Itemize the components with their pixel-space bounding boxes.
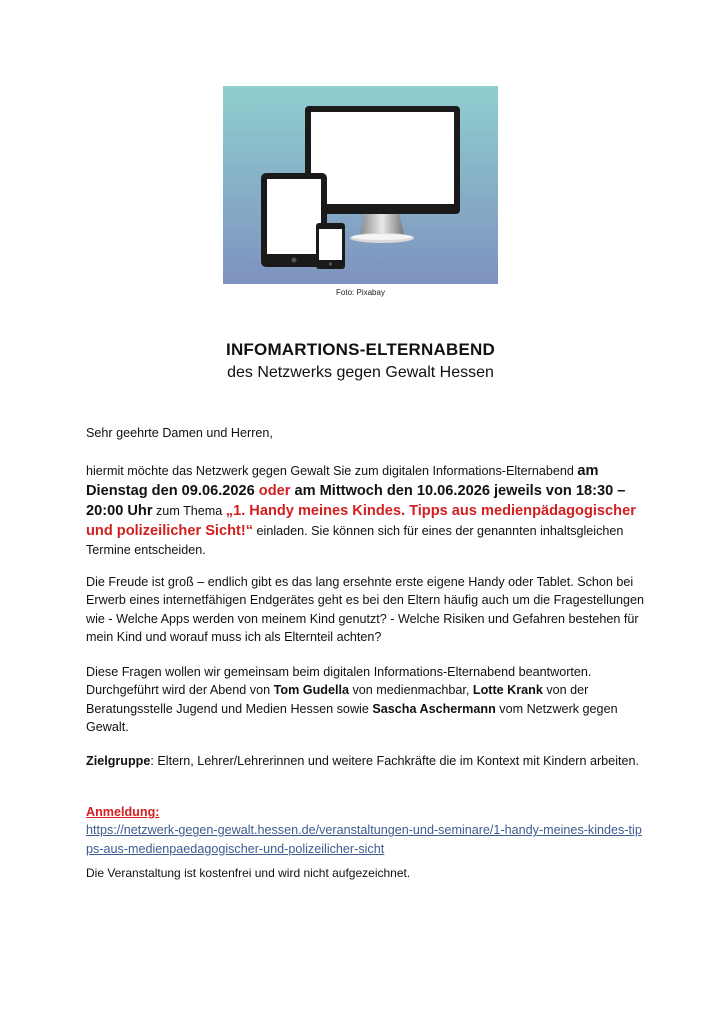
paragraph-3-part-2: von medienmachbar, (348, 683, 473, 698)
invite-or: oder (258, 483, 291, 499)
invite-date-1: am Dienstag den 09.06.2026 (86, 463, 599, 499)
registration (86, 803, 646, 858)
target-group-label: Zielgruppe (86, 754, 151, 768)
target-group-text: : Eltern, Lehrer/Lehrerinnen und weitere Fachkräfte die im Kontext mit Kindern arbeiten. (150, 754, 639, 768)
speaker-2: Lotte Krank (472, 683, 543, 698)
registration-link[interactable]: https://netzwerk-gegen-gewalt.hessen.de/veranstaltungen-und-seminare/1-handy-meines-kindes-tipps-aus-medienpaedagogischer-und-polizeilicher-sicht (86, 823, 642, 856)
target-group (86, 752, 646, 770)
speaker-1: Tom Gudella (273, 683, 349, 698)
page-title: INFOMARTIONS-ELTERNABEND (226, 340, 495, 359)
devices-icon (223, 86, 498, 284)
paragraph-3-part-1: Diese Fragen wollen wir gemeinsam beim digitalen Informations-Elternabend beantworten. Durchgeführt wird der Abend von (86, 665, 592, 698)
photo-caption: Foto: Pixabay (336, 288, 385, 297)
paragraph-2 (86, 573, 646, 647)
letter-body (86, 424, 646, 442)
invite-theme: „1. Handy meines Kindes. Tipps aus medienpädagogischer und polizeilicher Sicht!“ (86, 503, 636, 539)
invitation-paragraph (86, 461, 646, 559)
salutation: Sehr geehrte Damen und Herren, (86, 426, 273, 440)
invite-date-2: am Mittwoch den 10.06.2026 jeweils von 18:30 – 20:00 Uhr (86, 483, 626, 519)
paragraph-3 (86, 663, 646, 737)
invite-outro: einladen. Sie können sich für eines der genannten inhaltsgleichen Termine entscheiden. (86, 524, 624, 557)
paragraph-3-part-4: vom Netzwerk gegen Gewalt. (86, 701, 618, 735)
invite-theme-prefix: zum Thema (152, 504, 226, 518)
invite-intro: hiermit möchte das Netzwerk gegen Gewalt Sie zum digitalen Informations-Elternabend (86, 464, 578, 478)
footer-note-text: Die Veranstaltung ist kostenfrei und wird nicht aufgezeichnet. (86, 866, 411, 880)
devices-illustration (223, 86, 498, 284)
paragraph-3-part-3: von der Beratungsstelle Jugend und Medien Hessen sowie (86, 683, 589, 716)
speaker-3: Sascha Aschermann (372, 701, 496, 716)
registration-label: Anmeldung: (86, 805, 160, 819)
paragraph-2-text: Die Freude ist groß – endlich gibt es das lang ersehnte erste eigene Handy oder Tablet. Schon bei Erwerb eines internetfähigen Endgerätes geht es bei den Eltern häufig auch um die Fragestellungen wie - Welche Apps werden von meinem Kind genutzt? - Welche Risiken und Gefahren bestehen für mein Kind und worauf muss ich als Elternteil achten? (86, 575, 644, 645)
footer-note (86, 864, 646, 882)
page-subtitle: des Netzwerks gegen Gewalt Hessen (227, 364, 494, 381)
